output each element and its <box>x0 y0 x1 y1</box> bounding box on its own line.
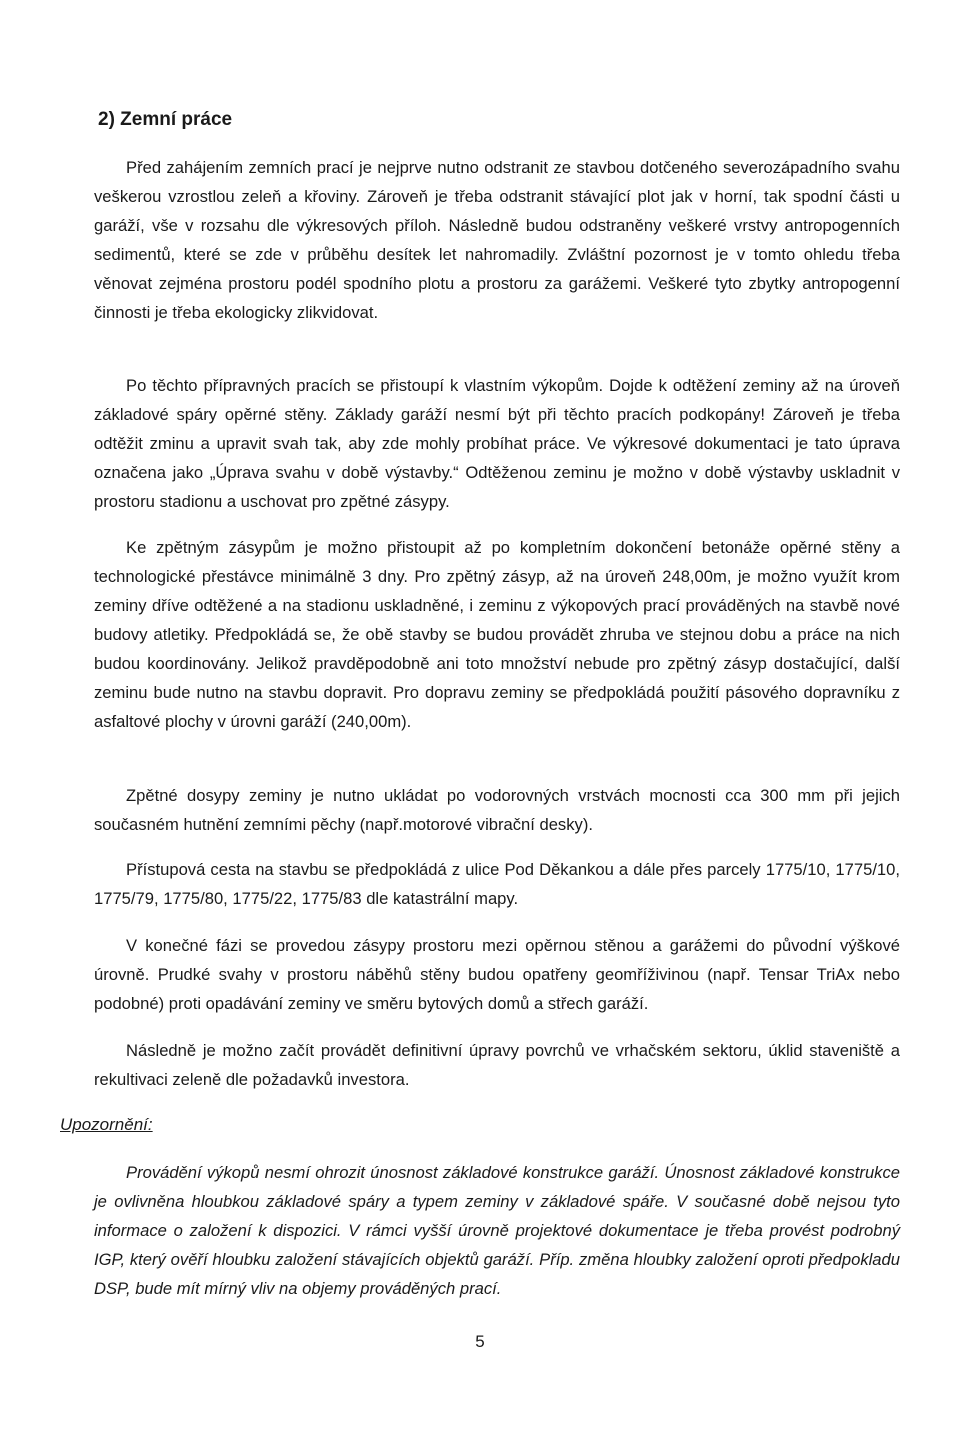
paragraph-final-works: Následně je možno začít provádět definitivní úpravy povrchů ve vrhačském sektoru, úklid staveniště a rekultivaci zeleně dle požadavků investora. <box>94 1041 900 1089</box>
paragraph-excavation: Po těchto přípravných pracích se přistoupí k vlastním výkopům. Dojde k odtěžení zeminy až na úroveň základové spáry opěrné stěny. Základy garáží nesmí být při těchto pracích podkopány! Zároveň je třeba odtěžit zminu a upravit svah tak, aby zde mohly probíhat práce. Ve výkresové dokumentaci je tato úprava označena jako „Úprava svahu v době výstavby.“ Odtěženou zeminu je možno v době výstavby uskladnit v prostoru stadionu a uschovat pro zpětné zásypy. <box>94 376 900 511</box>
paragraph-compaction: Zpětné dosypy zeminy je nutno ukládat po vodorovných vrstvách mocnosti cca 300 mm při jejich současném hutnění zemními pěchy (např.motorové vibrační desky). <box>94 786 900 834</box>
paragraph-site-clearing: Před zahájením zemních prací je nejprve nutno odstranit ze stavbou dotčeného severozápadního svahu veškerou vzrostlou zeleň a křoviny. Zároveň je třeba odstranit stávající plot jak v horní, tak spodní části u garáží, vše v rozsahu dle výkresových příloh. Následně budou odstraněny veškeré vrstvy antropogenních sedimentů, které se zde v průběhu desítek let nahromadily. Zvláštní pozornost je v tomto ohledu třeba věnovat zejména prostoru podél spodního plotu a prostoru za garážemi. Veškeré tyto zbytky antropogenní činnosti je třeba ekologicky zlikvidovat. <box>94 158 900 322</box>
warning-label: Upozornění: <box>60 1115 153 1134</box>
warning-text: Provádění výkopů nesmí ohrozit únosnost základové konstrukce garáží. Únosnost základové konstrukce je ovlivněna hloubkou základové spáry a typem zeminy v základové spáře. V současné době nejsou tyto informace o založení k dispozici. V rámci vyšší úrovně projektové dokumentace je třeba provést podrobný IGP, který ověří hloubku založení stávajících objektů garáží. Příp. změna hloubky založení oproti předpokladu DSP, bude mít mírný vliv na objemy prováděných prací. <box>94 1163 900 1298</box>
paragraph-backfill: Ke zpětným zásypům je možno přistoupit až po kompletním dokončení betonáže opěrné stěny a technologické přestávce minimálně 3 dny. Pro zpětný zásyp, až na úroveň 248,00m, je možno využít krom zeminy dříve odtěžené a na stadionu uskladněné, i zeminu z výkopových prací prováděných na stavbě nové budovy atletiky. Předpokládá se, že obě stavby se budou provádět zhruba ve stejnou dobu a práce na nich budou koordinovány. Jelikož pravděpodobně ani toto množství nebude pro zpětný zásyp dostačující, další zeminu bude nutno na stavbu dopravit. Pro dopravu zeminy se předpokládá použití pásového dopravníku z asfaltové plochy v úrovni garáží (240,00m). <box>94 538 900 731</box>
page-number: 5 <box>475 1332 485 1351</box>
paragraph-final-backfill: V konečné fázi se provedou zásypy prostoru mezi opěrnou stěnou a garážemi do původní výškové úrovně. Prudké svahy v prostoru náběhů stěny budou opatřeny geomříživinou (např. Tensar TriAx nebo podobné) proti opadávání zeminy ve směru bytových domů a střech garáží. <box>94 936 900 1013</box>
section-heading: 2) Zemní práce <box>98 109 233 130</box>
paragraph-access-road: Přístupová cesta na stavbu se předpokládá z ulice Pod Děkankou a dále přes parcely 1775/10, 1775/10, 1775/79, 1775/80, 1775/22, 1775/83 dle katastrální mapy. <box>94 860 900 908</box>
